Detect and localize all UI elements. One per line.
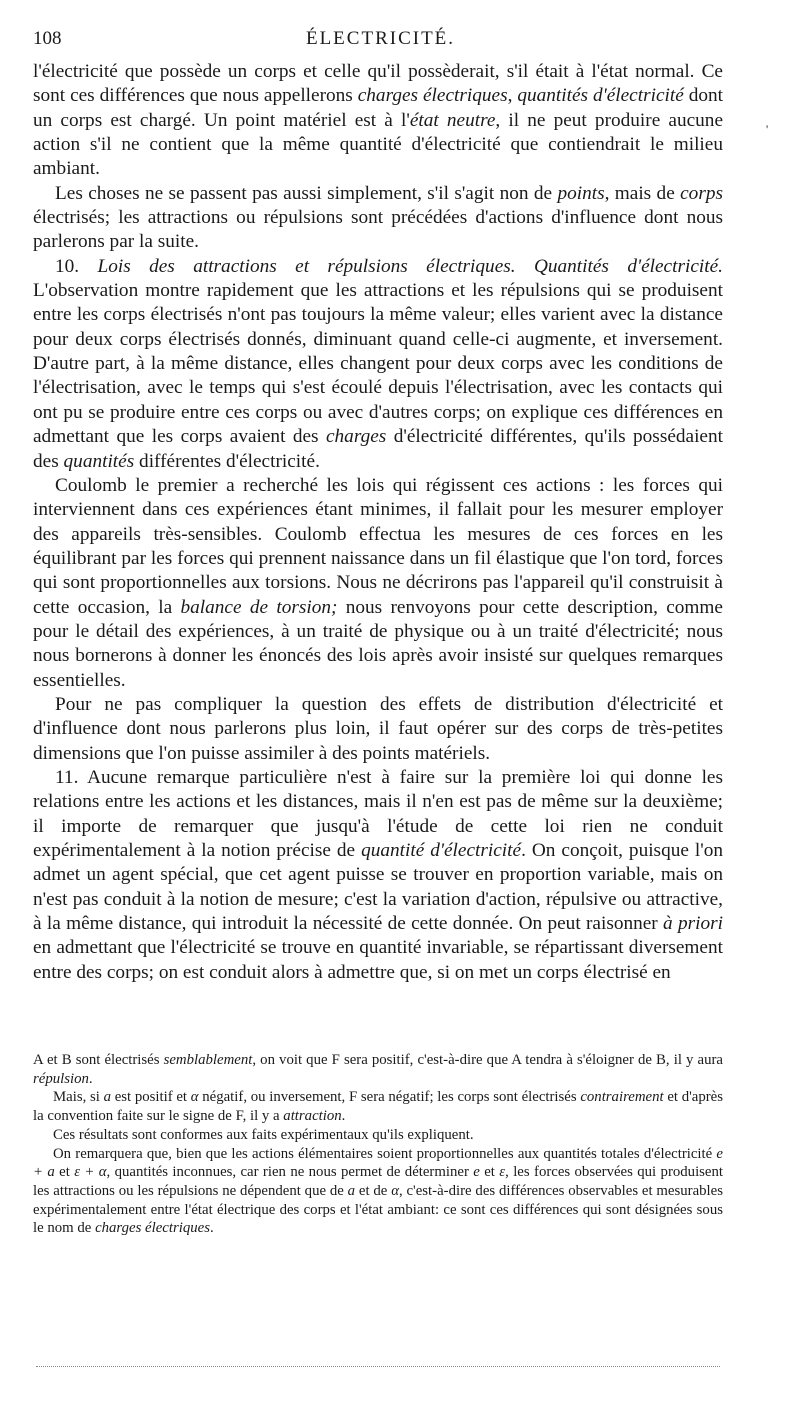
running-header: [33, 28, 728, 54]
footnote-2: Mais, si a est positif et α négatif, ou inversement, F sera négatif; les corps sont électrisés contrairement et d'après la convention faite sur le signe de F, il y a attraction.: [33, 1089, 723, 1125]
paragraph-1: l'électricité que possède un corps et celle qu'il possèderait, s'il était à l'état normal. Ce sont ces différences que nous appellerons charges électriques, quantités d'électricité dont un corps est chargé. Un point matériel est à l'état neutre, il ne peut produire aucune action s'il ne contient que la même quantité d'électricité que contiendrait le milieu ambiant.: [33, 61, 723, 180]
page-number: 108: [33, 28, 62, 49]
paragraph-2: Les choses ne se passent pas aussi simplement, s'il s'agit non de points, mais de corps électrisés; les attractions ou répulsions sont précédées d'actions d'influence dont nous parlerons par la suite.: [33, 182, 723, 253]
footnote-3: Ces résultats sont conformes aux faits expérimentaux qu'ils expliquent.: [53, 1126, 474, 1143]
section-10-number: 10.: [55, 255, 80, 277]
section-11: 11. Aucune remarque particulière n'est à faire sur la première loi qui donne les relations entre les actions et les distances, mais il n'en est pas de même sur la deuxième; il importe de remarquer que jusqu'à l'étude de cette loi rien ne conduit expérimentalement à la notion précise de quantité d'électricité. On conçoit, puisque l'on admet un agent spécial, que cet agent puisse se trouver en proportion variable, mais on n'est pas conduit à la notion de mesure; c'est la variation d'action, répulsive ou attractive, à la même distance, qui introduit la nécessité de cette donnée. On peut raisonner à priori en admettant que l'électricité se trouve en quantité invariable, se répartissant diversement entre des corps; on est conduit alors à admettre que, si on met un corps électrisé en: [33, 766, 723, 983]
paragraph-dimensions: Pour ne pas compliquer la question des effets de distribution d'électricité et d'influence dont nous parlerons plus loin, il faut opérer sur des corps de très-petites dimensions que l'on puisse assimiler à des points matériels.: [33, 693, 723, 764]
dotted-rule: [36, 1366, 720, 1367]
footnote-4: On remarquera que, bien que les actions élémentaires soient proportionnelles aux quantités totales d'électricité e + a et ε + α, quantités inconnues, car rien ne nous permet de déterminer e et ε, les forces observées qui produisent les attractions ou les répulsions ne dépendent que de a et de α, c'est-à-dire des différences observables et mesurables expérimentalement entre l'état électrique des corps et l'état ambiant: ce sont ces différences qui sont désignées sous le nom de charges électriques.: [33, 1145, 724, 1237]
footnote-1: A et B sont électrisés semblablement, on voit que F sera positif, c'est-à-dire que A tendra à s'éloigner de B, il y aura répulsion.: [33, 1052, 723, 1087]
section-10-title: Lois des attractions et répulsions électriques. Quantités d'électricité.: [97, 255, 723, 277]
section-10: 10. Lois des attractions et répulsions électriques. Quantités d'électricité. L'observation montre rapidement que les attractions et les répulsions qui se produisent entre les corps électrisés n'ont pas toujours la même valeur; elles varient avec la distance pour deux corps électrisés donnés, diminuant quand celle-ci augmente, et inversement. D'autre part, à la même distance, elles changent pour deux corps avec les conditions de l'électrisation, avec le temps qui s'est écoulé depuis l'électrisation, avec les contacts qui ont pu se produire entre ces corps ou avec d'autres corps; on explique ces différences en admettant que les corps avaient des charges d'électricité différentes, qu'ils possédaient des quantités différentes d'électricité.: [33, 255, 723, 472]
paragraph-coulomb: Coulomb le premier a recherché les lois qui régissent ces actions : les forces qui interviennent dans ces expériences étant minimes, il fallait pour les mesurer employer des appareils très-sensibles. Coulomb effectua les mesures de ces forces en les équilibrant par les forces qui prennent naissance dans un fil élastique que l'on tord, forces qui sont proportionnelles aux torsions. Nous ne décrirons pas l'appareil qu'il construisit à cette occasion, la balance de torsion; nous renvoyons pour cette description, comme pour le détail des expériences, à un traité de physique ou à un traité d'électricité; nous nous bornerons à donner les énoncés des lois après avoir insisté sur quelques remarques essentielles.: [33, 474, 723, 691]
margin-mark: ': [766, 122, 769, 136]
running-title: ÉLECTRICITÉ.: [305, 28, 456, 49]
main-text: [33, 60, 723, 985]
footnotes: [33, 1051, 723, 1238]
section-11-number: 11.: [55, 766, 79, 788]
